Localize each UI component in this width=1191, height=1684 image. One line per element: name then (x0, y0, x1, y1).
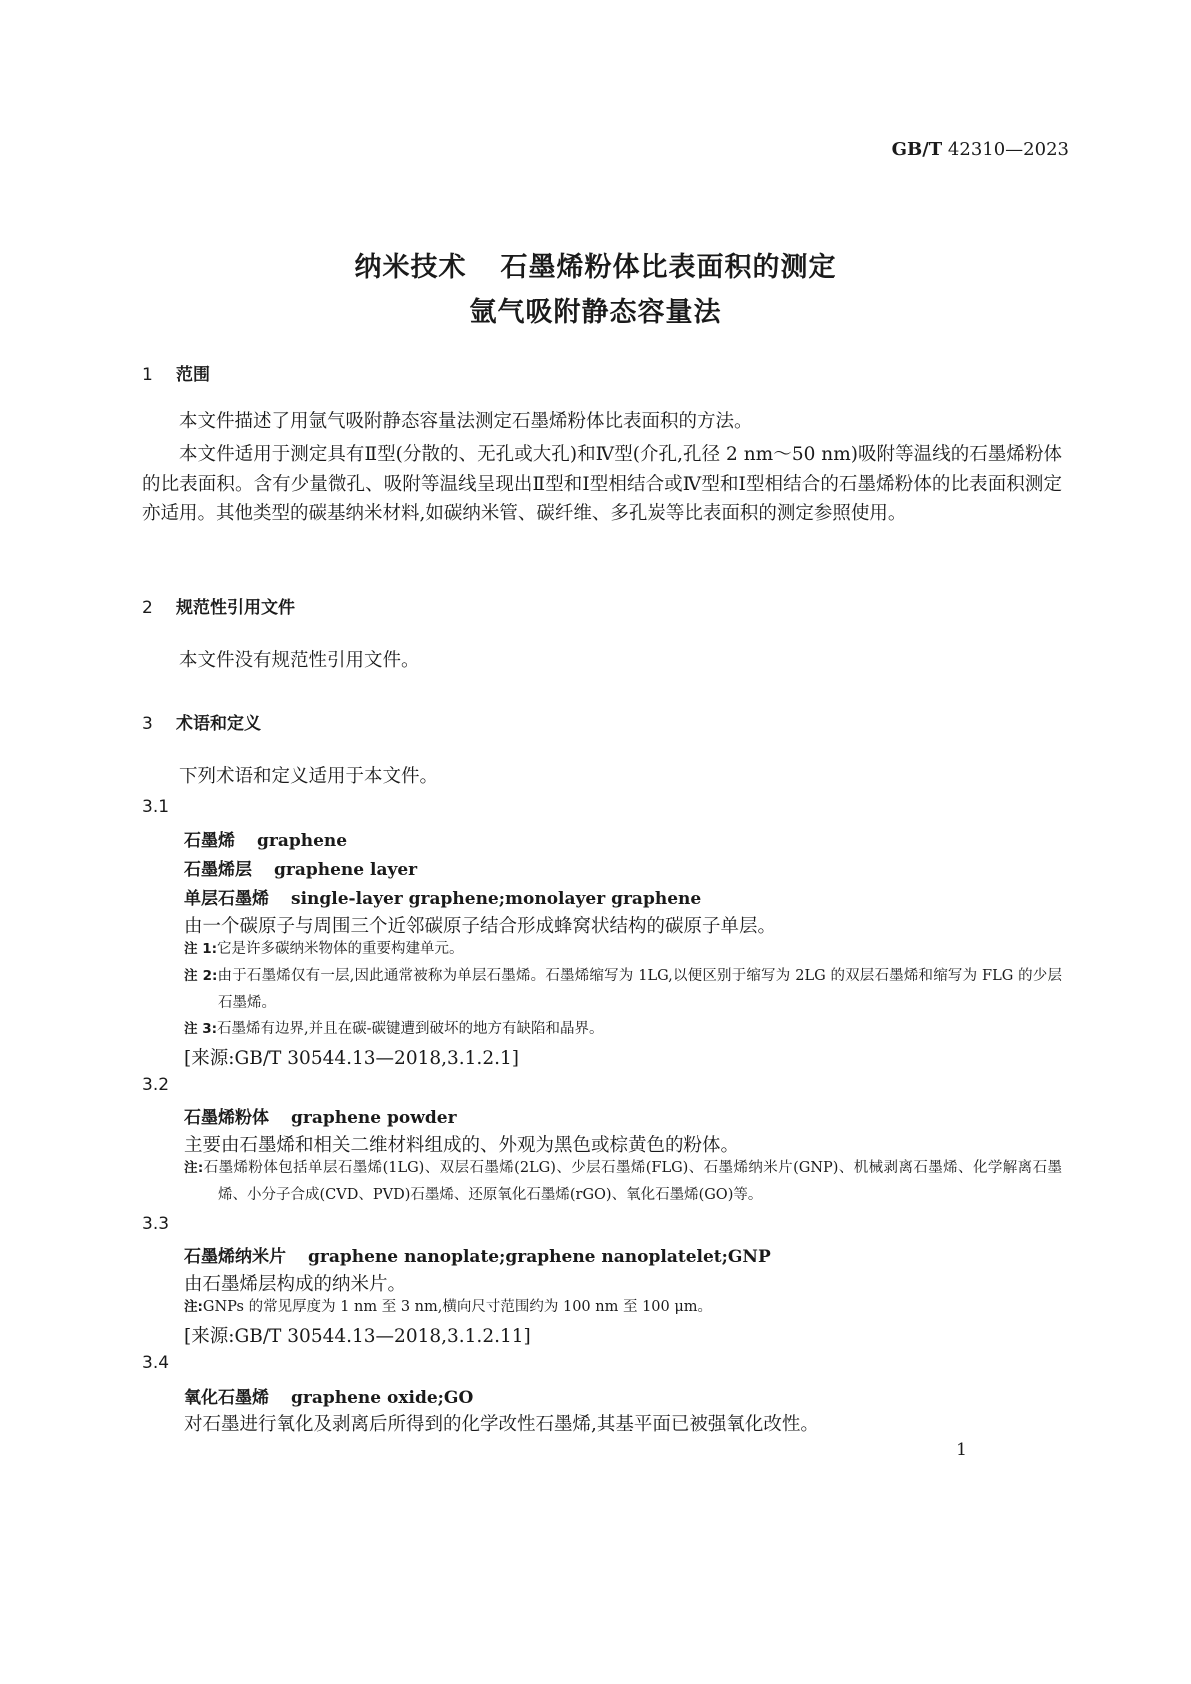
term-definition: 对石墨进行氧化及剥离后所得到的化学改性石墨烯,其基平面已被强氧化改性。 (184, 1414, 819, 1435)
term-definition: 由石墨烯层构成的纳米片。 (184, 1274, 407, 1295)
note-text: 由于石墨烯仅有一层,因此通常被称为单层石墨烯。石墨烯缩写为 1LG,以便区别于缩写为 2LG 的双层石墨烯和缩写为 FLG 的少层石墨烯。 (217, 968, 1062, 1011)
note (184, 1016, 1062, 1043)
term-definition: 由一个碳原子与周围三个近邻碳原子结合形成蜂窝状结构的碳原子单层。 (184, 916, 777, 937)
section-heading-3 (142, 709, 261, 734)
document-title-line2: 氩气吸附静态容量法 (469, 297, 722, 328)
paragraph: 本文件适用于测定具有Ⅱ型(分散的、无孔或大孔)和Ⅳ型(介孔,孔径 2 nm～50 nm)吸附等温线的石墨烯粉体的比表面积。含有少量微孔、吸附等温线呈现出Ⅱ型和Ⅰ型相结合或Ⅳ型和Ⅰ型相结合的石墨烯粉体的比表面积测定亦适用。其他类型的碳基纳米材料,如碳纳米管、碳纤维、多孔炭等比表面积的测定参照使用。 (142, 444, 1062, 524)
term-en: graphene powder (291, 1108, 457, 1128)
note-text: 石墨烯粉体包括单层石墨烯(1LG)、双层石墨烯(2LG)、少层石墨烯(FLG)、石墨烯纳米片(GNP)、机械剥离石墨烯、化学解离石墨烯、小分子合成(CVD、PVD)石墨烯、还原氧化石墨烯(rGO)、氧化石墨烯(GO)等。 (203, 1160, 1062, 1203)
term-en: single-layer graphene;monolayer graphene (291, 889, 702, 909)
note-label: 注 1: (184, 941, 217, 957)
section-heading-2 (142, 593, 295, 618)
title-part2: 石墨烯粉体比表面积的测定 (500, 252, 837, 283)
note (184, 1294, 1062, 1321)
section-number: 2 (142, 598, 153, 618)
term-zh: 石墨烯粉体 (184, 1108, 269, 1128)
note (184, 1155, 1062, 1209)
standard-code (892, 139, 1069, 160)
term-definition: 主要由石墨烯和相关二维材料组成的、外观为黑色或棕黄色的粉体。 (184, 1135, 740, 1156)
note-text: 它是许多碳纳米物体的重要构建单元。 (217, 941, 464, 957)
term-zh: 单层石墨烯 (184, 889, 269, 909)
note-label: 注: (184, 1299, 203, 1315)
term-entry (184, 1383, 473, 1408)
section-heading-1 (142, 360, 210, 385)
note-text: 石墨烯有边界,并且在碳-碳键遭到破坏的地方有缺陷和晶界。 (217, 1021, 604, 1037)
term-number: 3.4 (142, 1353, 170, 1373)
term-number: 3.3 (142, 1214, 170, 1234)
term-en: graphene layer (274, 860, 418, 880)
term-source: [来源:GB/T 30544.13—2018,3.1.2.11] (184, 1326, 531, 1347)
standard-code-prefix: GB/T (891, 139, 943, 160)
term-entry (184, 1103, 457, 1128)
title-part1: 纳米技术 (354, 252, 467, 283)
paragraph: 本文件没有规范性引用文件。 (179, 650, 420, 671)
section-title: 规范性引用文件 (176, 598, 295, 618)
note-text: GNPs 的常见厚度为 1 nm 至 3 nm,横向尺寸范围约为 100 nm 至 100 μm。 (202, 1299, 713, 1315)
note-label: 注: (184, 1160, 204, 1176)
term-en: graphene oxide;GO (291, 1388, 474, 1408)
term-zh: 氧化石墨烯 (184, 1388, 269, 1408)
section-title: 范围 (176, 365, 210, 385)
term-zh: 石墨烯 (184, 831, 235, 851)
page-number: 1 (956, 1440, 967, 1460)
term-entry (184, 826, 347, 851)
document-title-line1 (0, 245, 1191, 284)
paragraph: 本文件描述了用氩气吸附静态容量法测定石墨烯粉体比表面积的方法。 (179, 411, 753, 432)
term-entry (184, 884, 701, 909)
term-number: 3.2 (142, 1075, 170, 1095)
section-number: 1 (142, 365, 153, 385)
term-zh: 石墨烯纳米片 (184, 1247, 286, 1267)
term-number: 3.1 (142, 797, 170, 817)
term-source: [来源:GB/T 30544.13—2018,3.1.2.1] (184, 1048, 519, 1069)
note-label: 注 2: (184, 968, 218, 984)
section-title: 术语和定义 (176, 714, 261, 734)
note (184, 936, 1062, 963)
term-zh: 石墨烯层 (184, 860, 252, 880)
term-en: graphene nanoplate;graphene nanoplatelet;GNP (308, 1247, 771, 1267)
term-entry (184, 855, 417, 880)
term-en: graphene (257, 831, 348, 851)
standard-code-number: 42310—2023 (947, 139, 1069, 160)
term-entry (184, 1242, 771, 1267)
paragraph: 下列术语和定义适用于本文件。 (179, 766, 439, 787)
section-number: 3 (142, 714, 153, 734)
note-label: 注 3: (184, 1021, 217, 1037)
note (184, 963, 1062, 1017)
